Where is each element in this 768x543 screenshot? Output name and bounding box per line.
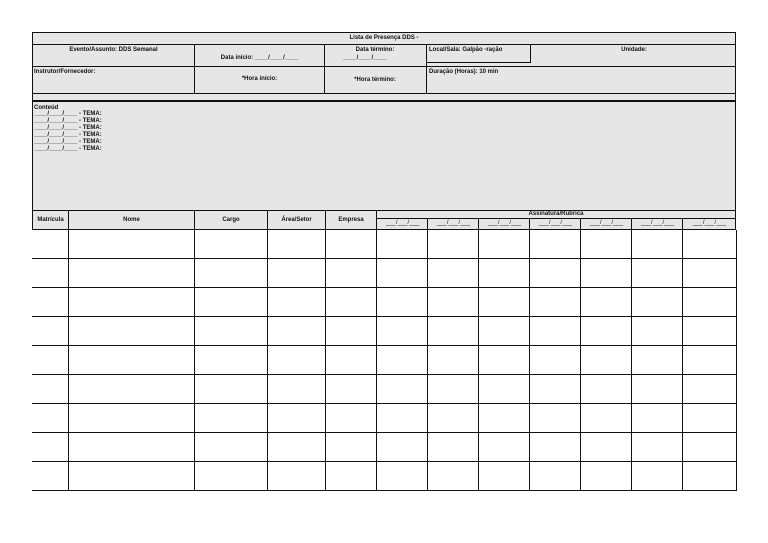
table-cell[interactable] (530, 317, 581, 346)
table-cell[interactable] (428, 375, 479, 404)
table-row (33, 259, 737, 288)
table-cell[interactable] (683, 433, 737, 462)
table-cell[interactable] (32, 259, 69, 288)
event-label: Evento/Assunto: DDS Semanal (69, 47, 158, 53)
table-cell[interactable] (632, 259, 683, 288)
table-cell[interactable] (683, 230, 737, 259)
theme-line: ____/____/____ - TEMA: (34, 118, 102, 124)
instructor-label: Instrutor/Fornecedor: (34, 69, 96, 75)
table-row (33, 462, 737, 491)
table-cell[interactable] (479, 317, 530, 346)
table-cell[interactable] (683, 462, 737, 491)
signature-date: ___/___/___ (692, 220, 727, 226)
table-cell[interactable] (632, 288, 683, 317)
col-area-setor: Área/Setor (281, 217, 312, 223)
table-cell[interactable] (377, 375, 428, 404)
theme-list (34, 111, 102, 153)
table-cell[interactable] (326, 230, 377, 259)
table-cell[interactable] (632, 230, 683, 259)
col-matricula: Matrícula (37, 217, 64, 223)
table-cell[interactable] (268, 404, 326, 433)
table-cell[interactable] (530, 375, 581, 404)
signature-date: ___/___/___ (487, 220, 522, 226)
theme-line: ____/____/____ - TEMA: (34, 146, 102, 152)
table-cell[interactable] (195, 259, 268, 288)
table-cell[interactable] (32, 433, 69, 462)
signature-date: ___/___/___ (538, 220, 573, 226)
table-row (33, 230, 737, 259)
table-body (32, 230, 737, 491)
table-cell[interactable] (683, 346, 737, 375)
table-cell[interactable] (326, 462, 377, 491)
table-cell[interactable] (69, 375, 195, 404)
table-cell[interactable] (683, 317, 737, 346)
table-row (33, 288, 737, 317)
page-title: Lista de Presença DDS - (349, 35, 419, 41)
table-cell[interactable] (326, 259, 377, 288)
table-cell[interactable] (530, 346, 581, 375)
table-cell[interactable] (195, 288, 268, 317)
table-cell[interactable] (581, 317, 632, 346)
table-cell[interactable] (377, 288, 428, 317)
theme-line: ____/____/____ - TEMA: (34, 111, 102, 117)
table-cell[interactable] (428, 259, 479, 288)
table-cell[interactable] (377, 259, 428, 288)
table-cell[interactable] (428, 433, 479, 462)
table-cell[interactable] (377, 230, 428, 259)
table-cell[interactable] (32, 404, 69, 433)
signature-date-row (377, 219, 736, 229)
col-signature: Assinatura/Rubrica (528, 211, 584, 217)
unit-label: Unidade: (621, 47, 647, 53)
table-cell[interactable] (268, 259, 326, 288)
table-cell[interactable] (195, 375, 268, 404)
table-cell[interactable] (428, 230, 479, 259)
table-cell[interactable] (428, 288, 479, 317)
table-cell[interactable] (479, 230, 530, 259)
table-cell[interactable] (581, 346, 632, 375)
table-cell[interactable] (32, 288, 69, 317)
event-row (32, 45, 736, 67)
table-cell[interactable] (69, 259, 195, 288)
theme-line: ____/____/____ - TEMA: (34, 132, 102, 138)
table-cell[interactable] (326, 346, 377, 375)
signature-date: ___/___/___ (436, 220, 471, 226)
table-cell[interactable] (479, 288, 530, 317)
table-cell[interactable] (69, 433, 195, 462)
table-cell[interactable] (581, 433, 632, 462)
table-cell[interactable] (530, 462, 581, 491)
col-cargo: Cargo (222, 217, 240, 223)
table-row (33, 433, 737, 462)
table-cell[interactable] (326, 404, 377, 433)
table-cell[interactable] (581, 288, 632, 317)
table-cell[interactable] (69, 317, 195, 346)
col-empresa: Empresa (338, 217, 364, 223)
table-cell[interactable] (195, 230, 268, 259)
table-cell[interactable] (581, 375, 632, 404)
table-cell[interactable] (428, 317, 479, 346)
table-cell[interactable] (632, 317, 683, 346)
table-cell[interactable] (581, 230, 632, 259)
table-cell[interactable] (683, 404, 737, 433)
date-start-label: Data início: ____/____/____ (220, 55, 299, 61)
table-cell[interactable] (428, 346, 479, 375)
table-cell[interactable] (195, 317, 268, 346)
signature-date: ___/___/___ (589, 220, 624, 226)
duration-label: Duração (Horas): 10 min (429, 69, 499, 75)
content-label: Conteúd (34, 105, 59, 111)
table-cell[interactable] (530, 433, 581, 462)
table-cell[interactable] (195, 462, 268, 491)
theme-line: ____/____/____ - TEMA: (34, 139, 102, 145)
table-cell[interactable] (479, 433, 530, 462)
table-cell[interactable] (377, 462, 428, 491)
table-cell[interactable] (268, 375, 326, 404)
date-end-label: Data término: (355, 47, 395, 53)
table-cell[interactable] (268, 317, 326, 346)
table-cell[interactable] (479, 346, 530, 375)
table-cell[interactable] (326, 317, 377, 346)
table-cell[interactable] (683, 375, 737, 404)
table-cell[interactable] (377, 433, 428, 462)
table-cell[interactable] (32, 230, 69, 259)
signature-date: ___/___/___ (385, 220, 420, 226)
table-cell[interactable] (69, 462, 195, 491)
table-cell[interactable] (632, 346, 683, 375)
instructor-row (32, 67, 736, 94)
table-cell[interactable] (69, 404, 195, 433)
table-cell[interactable] (326, 433, 377, 462)
table-cell[interactable] (479, 462, 530, 491)
table-row (33, 404, 737, 433)
table-cell[interactable] (69, 230, 195, 259)
table-cell[interactable] (268, 346, 326, 375)
table-cell[interactable] (268, 288, 326, 317)
title-bar (32, 32, 736, 45)
table-cell[interactable] (428, 462, 479, 491)
table-cell[interactable] (581, 462, 632, 491)
table-cell[interactable] (32, 375, 69, 404)
table-cell[interactable] (632, 462, 683, 491)
table-cell[interactable] (268, 230, 326, 259)
table-row (33, 346, 737, 375)
theme-line: ____/____/____ - TEMA: (34, 125, 102, 131)
table-cell[interactable] (377, 346, 428, 375)
table-cell[interactable] (581, 404, 632, 433)
table-cell[interactable] (377, 404, 428, 433)
table-cell[interactable] (32, 317, 69, 346)
table-row (33, 375, 737, 404)
table-cell[interactable] (530, 230, 581, 259)
table-cell[interactable] (195, 346, 268, 375)
table-cell[interactable] (428, 404, 479, 433)
table-row (33, 317, 737, 346)
table-cell[interactable] (581, 259, 632, 288)
table-cell[interactable] (195, 404, 268, 433)
table-cell[interactable] (268, 462, 326, 491)
separator (32, 94, 736, 102)
col-nome: Nome (123, 217, 140, 223)
table-cell[interactable] (377, 317, 428, 346)
table-cell[interactable] (479, 259, 530, 288)
table-cell[interactable] (632, 375, 683, 404)
time-start-label: *Hora início: (241, 76, 278, 82)
table-cell[interactable] (632, 433, 683, 462)
table-cell[interactable] (683, 259, 737, 288)
table-cell[interactable] (268, 433, 326, 462)
table-header (32, 210, 736, 230)
table-cell[interactable] (69, 346, 195, 375)
table-cell[interactable] (683, 288, 737, 317)
table-cell[interactable] (479, 404, 530, 433)
table-cell[interactable] (32, 462, 69, 491)
signature-date: ___/___/___ (640, 220, 675, 226)
time-end-label: *Hora término: (354, 77, 396, 83)
date-end-blank: ____/____/____ (343, 55, 387, 61)
table-cell[interactable] (326, 288, 377, 317)
table-cell[interactable] (530, 259, 581, 288)
table-cell[interactable] (530, 404, 581, 433)
table-cell[interactable] (479, 375, 530, 404)
location-label: Local/Sala: Galpão -ração (429, 47, 503, 53)
table-cell[interactable] (632, 404, 683, 433)
table-cell[interactable] (32, 346, 69, 375)
table-cell[interactable] (195, 433, 268, 462)
table-cell[interactable] (69, 288, 195, 317)
table-cell[interactable] (326, 375, 377, 404)
table-cell[interactable] (530, 288, 581, 317)
